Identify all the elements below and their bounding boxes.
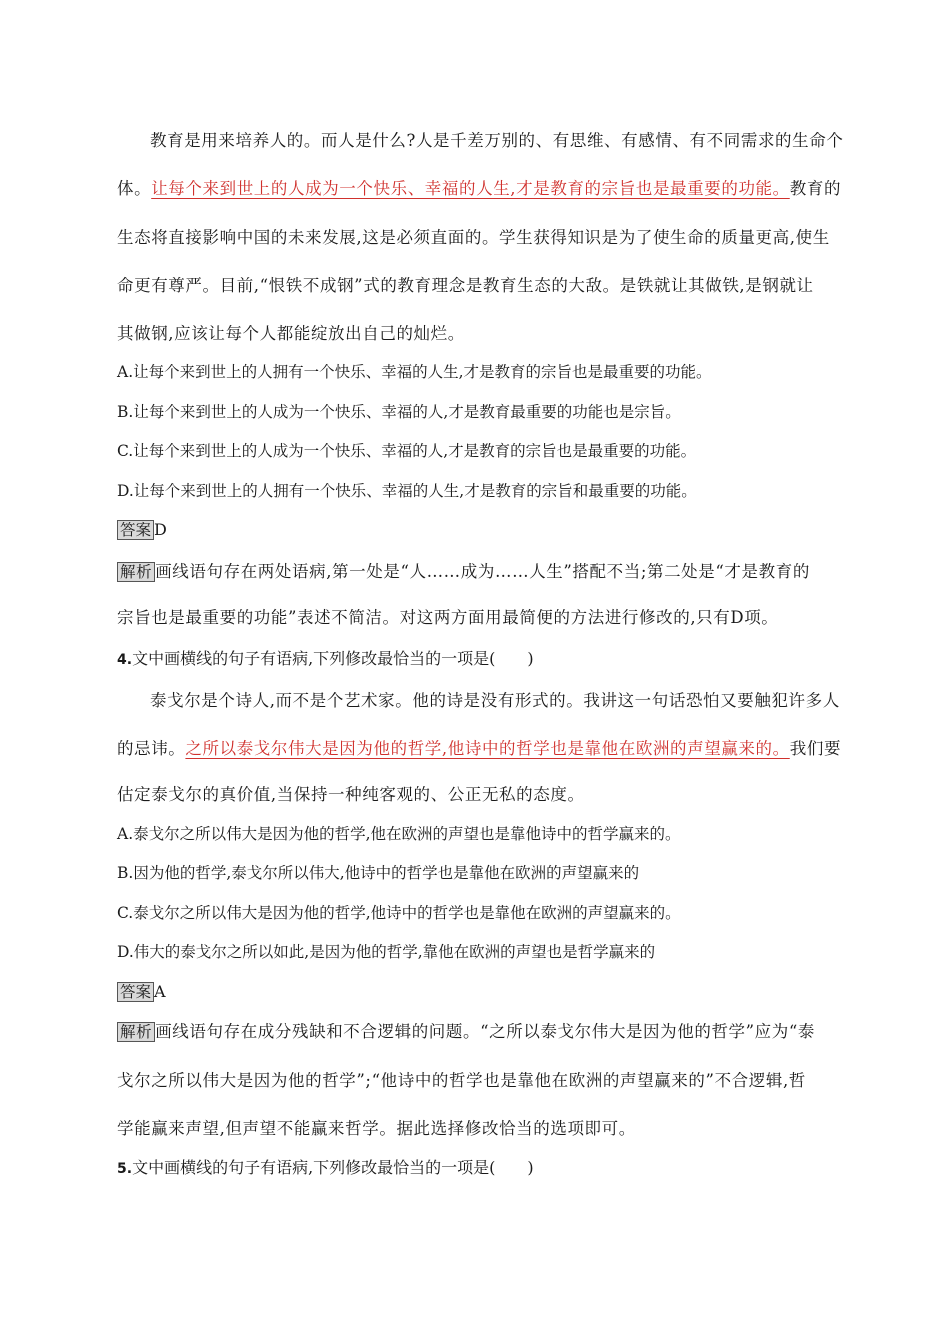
q4-analysis-text: 画线语句存在成分残缺和不合逻辑的问题。“之所以泰戈尔伟大是因为他的哲学”应为“泰 [155, 1022, 816, 1041]
q3-passage-text-after: 教育的 [789, 179, 842, 198]
q3-option-d: D.让每个来到世上的人拥有一个快乐、幸福的人生,才是教育的宗旨和最重要的功能。 [117, 482, 697, 500]
q5-number: 5. [117, 1161, 133, 1177]
q3-passage-line-5: 其做钢,应该让每个人都能绽放出自己的灿烂。 [117, 324, 465, 343]
q4-passage-line-1: 泰戈尔是个诗人,而不是个艺术家。他的诗是没有形式的。我讲这一句话恐怕又要触犯许多人 [150, 691, 840, 710]
q4-passage-line-3: 估定泰戈尔的真价值,当保持一种纯客观的、公正无私的态度。 [117, 785, 585, 804]
q3-passage-line-4: 命更有尊严。目前,“恨铁不成钢”式的教育理念是教育生态的大敌。是铁就让其做铁,是钢就让 [117, 276, 814, 295]
q4-analysis-line-3: 学能赢来声望,但声望不能赢来哲学。据此选择修改恰当的选项即可。 [117, 1119, 636, 1138]
q5-stem-text: 文中画横线的句子有语病,下列修改最恰当的一项是( ) [132, 1158, 534, 1177]
q3-passage-line-3: 生态将直接影响中国的未来发展,这是必须直面的。学生获得知识是为了使生命的质量更高,使生 [117, 228, 830, 247]
q4-answer-value: A [154, 982, 166, 1001]
q3-passage-line-2 [117, 179, 841, 199]
q3-answer-row [117, 520, 167, 540]
q4-passage-text: 的忌讳。 [117, 739, 186, 758]
q4-answer-row [117, 982, 166, 1002]
q3-analysis-text: 画线语句存在两处语病,第一处是“人……成为……人生”搭配不当;第二处是“才是教育的 [155, 562, 810, 581]
answer-tag: 答案 [117, 520, 154, 540]
q4-option-c: C.泰戈尔之所以伟大是因为他的哲学,他诗中的哲学也是靠他在欧洲的声望赢来的。 [117, 904, 681, 922]
q4-option-d: D.伟大的泰戈尔之所以如此,是因为他的哲学,靠他在欧洲的声望也是哲学赢来的 [117, 943, 656, 961]
q3-option-c: C.让每个来到世上的人成为一个快乐、幸福的人,才是教育的宗旨也是最重要的功能。 [117, 442, 697, 460]
q3-option-b: B.让每个来到世上的人成为一个快乐、幸福的人,才是教育最重要的功能也是宗旨。 [117, 403, 681, 421]
q3-answer-value: D [154, 520, 167, 539]
q4-stem [117, 649, 534, 670]
q4-passage-line-2 [117, 739, 841, 759]
q4-passage-text-after: 我们要 [789, 739, 842, 758]
q4-analysis-line-2: 戈尔之所以伟大是因为他的哲学”;“他诗中的哲学也是靠他在欧洲的声望赢来的”不合逻辑,哲 [117, 1071, 806, 1090]
q4-number: 4. [117, 652, 133, 668]
q4-analysis-line-1 [117, 1022, 815, 1042]
q4-underlined-sentence: 之所以泰戈尔伟大是因为他的哲学,他诗中的哲学也是靠他在欧洲的声望赢来的。 [185, 739, 790, 758]
q3-underlined-sentence: 让每个来到世上的人成为一个快乐、幸福的人生,才是教育的宗旨也是最重要的功能。 [151, 179, 790, 198]
answer-tag: 答案 [117, 982, 154, 1002]
q4-option-b: B.因为他的哲学,泰戈尔所以伟大,他诗中的哲学也是靠他在欧洲的声望赢来的 [117, 864, 640, 882]
q3-analysis-line-1 [117, 562, 810, 582]
q4-stem-text: 文中画横线的句子有语病,下列修改最恰当的一项是( ) [132, 649, 534, 668]
analysis-tag: 解析 [117, 562, 155, 582]
q3-passage-text: 体。 [117, 179, 152, 198]
q4-option-a: A.泰戈尔之所以伟大是因为他的哲学,他在欧洲的声望也是靠他诗中的哲学赢来的。 [117, 825, 681, 843]
q3-option-a: A.让每个来到世上的人拥有一个快乐、幸福的人生,才是教育的宗旨也是最重要的功能。 [117, 363, 712, 381]
q5-stem [117, 1158, 534, 1179]
q3-analysis-line-2: 宗旨也是最重要的功能”表述不简洁。对这两方面用最简便的方法进行修改的,只有D项。 [117, 608, 779, 627]
q3-passage-line-1: 教育是用来培养人的。而人是什么?人是千差万别的、有思维、有感情、有不同需求的生命个 [150, 131, 844, 150]
analysis-tag: 解析 [117, 1022, 155, 1042]
